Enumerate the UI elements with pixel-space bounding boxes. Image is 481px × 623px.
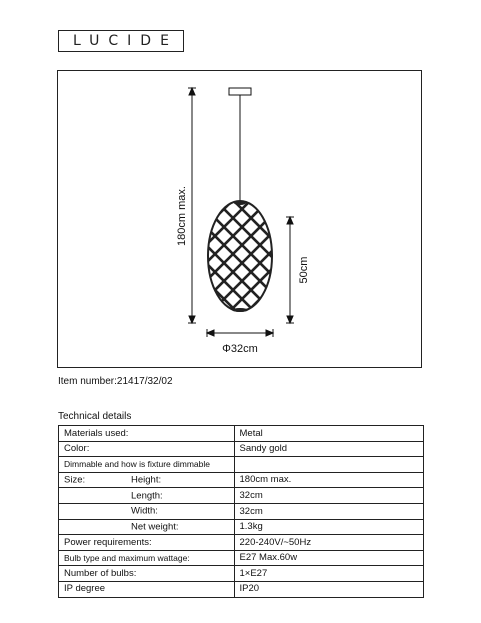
spec-value-materials: Metal: [234, 426, 424, 442]
overall-height-label: 180cm max.: [176, 186, 188, 246]
ceiling-canopy: [229, 88, 251, 95]
shade-height-dimension: [286, 217, 294, 323]
spec-label-power: Power requirements:: [59, 535, 235, 551]
item-number: Item number:21417/32/02: [58, 376, 173, 387]
table-row: [59, 503, 424, 519]
technical-details-table: [58, 425, 424, 598]
table-row: [59, 519, 424, 535]
spec-label-bulb: Bulb type and maximum wattage:: [59, 550, 235, 566]
spec-label-dimmable: Dimmable and how is fixture dimmable: [59, 457, 235, 473]
diameter-label: Φ32cm: [222, 343, 258, 355]
lamp-shade: [167, 98, 317, 368]
table-row: [59, 581, 424, 597]
product-drawing: [57, 70, 422, 368]
table-row: [59, 472, 424, 488]
spec-value-color: Sandy gold: [234, 441, 424, 457]
spec-label-width: Width:: [131, 505, 158, 517]
spec-label-length: Length:: [131, 489, 163, 501]
spec-label-width-cell: [59, 503, 235, 519]
overall-height-dimension: [188, 88, 196, 323]
table-row: [59, 441, 424, 457]
spec-label-weight: Net weight:: [131, 521, 179, 533]
spec-label-color: Color:: [59, 441, 235, 457]
shade-height-label: 50cm: [298, 256, 310, 284]
table-row: [59, 550, 424, 566]
spec-label-bulb-count: Number of bulbs:: [59, 566, 235, 582]
spec-value-power: 220-240V/~50Hz: [234, 535, 424, 551]
spec-value-bulb: E27 Max.60w: [234, 550, 424, 566]
table-row: [59, 535, 424, 551]
spec-label-size: Size:: [64, 474, 86, 486]
spec-value-dimmable: [234, 457, 424, 473]
spec-label-ip: IP degree: [59, 581, 235, 597]
spec-value-ip: IP20: [234, 581, 424, 597]
spec-label-weight-cell: [59, 519, 235, 535]
brand-logo-text: LUCIDE: [73, 33, 178, 49]
table-row: [59, 566, 424, 582]
spec-label-height: Height:: [131, 474, 162, 486]
spec-value-bulb-count: 1×E27: [234, 566, 424, 582]
table-row: [59, 457, 424, 473]
brand-logo: [58, 30, 184, 52]
spec-value-height: 180cm max.: [234, 472, 424, 488]
spec-label-materials: Materials used:: [59, 426, 235, 442]
spec-value-length: 32cm: [234, 488, 424, 504]
table-row: [59, 488, 424, 504]
technical-details-title: Technical details: [58, 411, 132, 422]
diameter-dimension: [207, 329, 273, 337]
spec-value-weight: 1.3kg: [234, 519, 424, 535]
spec-label-size-cell: [59, 472, 235, 488]
spec-value-width: 32cm: [234, 503, 424, 519]
spec-label-length-cell: [59, 488, 235, 504]
table-row: [59, 426, 424, 442]
